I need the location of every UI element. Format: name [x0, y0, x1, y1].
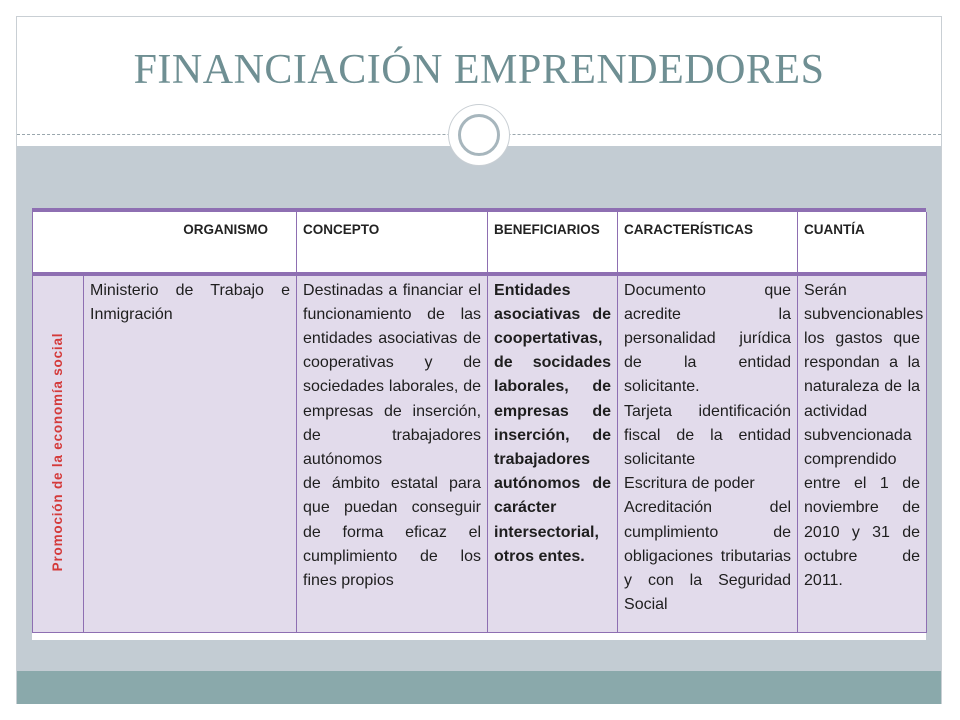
header-beneficiarios: BENEFICIARIOS	[488, 212, 618, 272]
header-organismo: ORGANISMO	[33, 212, 297, 272]
cell-beneficiarios: Entidades asociativas de coopertativas, de socidades laborales, de empresas de inserción, de trabajadores autónomos de carácter intersectorial, otros entes.	[488, 272, 618, 632]
slide-title: FINANCIACIÓN EMPRENDEDORES	[133, 46, 825, 93]
side-label-cell	[33, 272, 84, 632]
cell-caracteristicas: Documento que acredite la personalidad jurídica de la entidad solicitante. Tarjeta identificación fiscal de la entidad solicitante Escritura de poder Acreditación del cumplimiento de obligaciones tributarias y con la Seguridad Social	[618, 272, 798, 632]
header-bottom-rule	[32, 272, 926, 276]
cell-cuantia: Serán subvencionables los gastos que respondan a la naturaleza de la actividad subvencionada comprendido entre el 1 de noviembre de 2010 y 31 de octubre de 2011.	[798, 272, 927, 632]
financing-table-image	[32, 208, 926, 640]
cell-organismo: Ministerio de Trabajo e Inmigración	[84, 272, 297, 632]
table-header-row	[33, 212, 927, 272]
header-caracteristicas: CARACTERÍSTICAS	[618, 212, 798, 272]
ring-ornament-inner	[458, 114, 500, 156]
header-concepto: CONCEPTO	[297, 212, 488, 272]
footer-band	[17, 671, 941, 704]
header-cuantia: CUANTÍA	[798, 212, 927, 272]
table-row	[33, 272, 927, 632]
side-label: Promoción de la economía social	[49, 332, 65, 572]
cell-concepto: Destinadas a financiar el funcionamiento de las entidades asociativas de cooperativas y de sociedades laborales, de empresas de inserción, de trabajadores autónomos de ámbito estatal para que puedan conseguir de forma eficaz el cumplimiento de los fines propios	[297, 272, 488, 632]
